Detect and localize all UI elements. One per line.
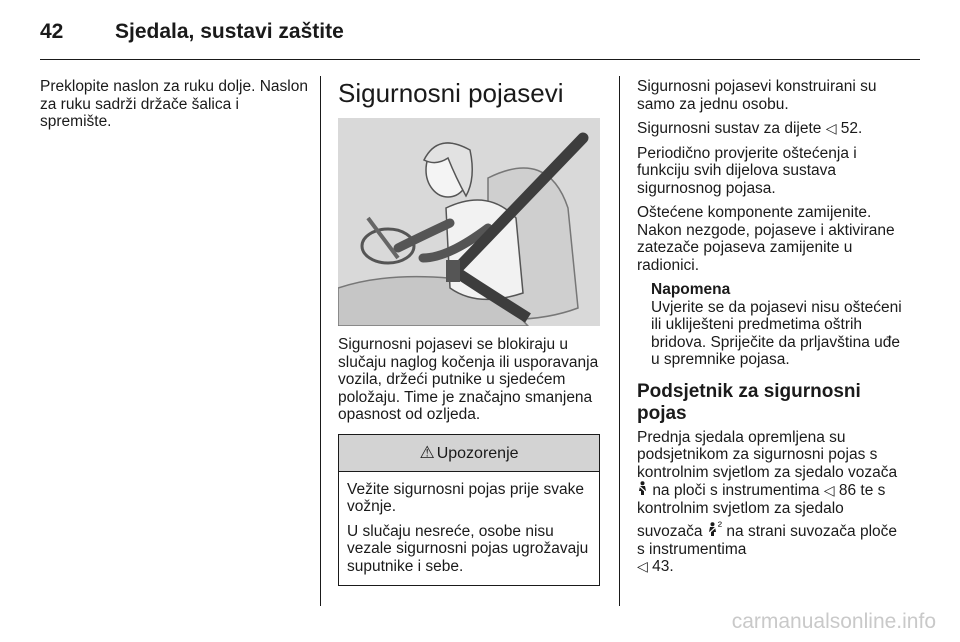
warning-paragraph-1: Vežite sigurnosni pojas prije svake vožnje.	[347, 480, 584, 515]
reminder-text-a: Prednja sjedala opremljena su podsjetnikom za sigurnosni pojas s kontrolnim svjetlom za sjedalo vozača	[637, 428, 898, 481]
passenger-icon-superscript: ²	[717, 518, 723, 533]
warning-body	[339, 472, 599, 586]
reminder-text-d: na strani suvozača ploče s instrumentima	[637, 523, 898, 558]
section-heading: Sigurnosni pojasevi	[338, 78, 564, 108]
page-reference-arrow-icon: ◁	[637, 558, 648, 575]
warning-triangle-icon: ⚠	[419, 442, 435, 462]
one-person-paragraph: Sigurnosni pojasevi konstruirani su samo za jednu osobu.	[637, 78, 877, 113]
warning-box	[338, 434, 600, 587]
running-title: Sjedala, sustavi zaštite	[115, 20, 344, 43]
page-header	[40, 20, 940, 52]
passenger-seatbelt-icon	[707, 522, 718, 536]
armrest-paragraph: Preklopite naslon za ruku dolje. Naslon za ruku sadrži držače šalica i spremište.	[40, 78, 308, 130]
page-reference-arrow-icon: ◁	[823, 482, 835, 498]
reminder-page-link[interactable]: 43.	[652, 558, 674, 576]
replacement-paragraph: Oštećene komponente zamijenite. Nakon nezgode, pojaseve i aktivirane zatezače pojaseva zamijenite u radionici.	[637, 204, 895, 274]
seatbelt-illustration	[338, 118, 600, 326]
note-block	[651, 281, 905, 369]
child-restraint-paragraph	[637, 120, 905, 138]
column-3	[637, 78, 905, 583]
subsection-heading: Podsjetnik za sigurnosni pojas	[637, 380, 861, 424]
column-divider-left	[320, 76, 321, 606]
column-1	[40, 78, 312, 138]
column-divider-right	[619, 76, 620, 606]
warning-paragraph-2: U slučaju nesreće, osobe nisu vezale sigurnosni pojas ugrožavaju suputnike i sebe.	[347, 522, 589, 575]
child-restraint-text: Sigurnosni sustav za dijete	[637, 120, 822, 137]
reminder-text-c: 86 te s kontrolnim svjetlom za sjedalo suvozača	[637, 482, 886, 541]
inspection-paragraph: Periodično provjerite oštećenja i funkciju svih dijelova sustava sigurnosnog pojasa.	[637, 144, 857, 197]
seatbelt-intro-paragraph: Sigurnosni pojasevi se blokiraju u slučaju naglog kočenja ili usporavanja vozila, držeći putnike u sjedećem položaju. Time je značajno smanjena opasnost od ozljeda.	[338, 336, 599, 423]
child-restraint-page-link[interactable]: 52.	[840, 120, 863, 137]
warning-title: Upozorenje	[436, 444, 519, 462]
page-number: 42	[40, 20, 64, 43]
note-title: Napomena	[651, 281, 731, 298]
footer-watermark: carmanualsonline.info	[731, 610, 936, 633]
seatbelt-illustration-drawing	[338, 118, 600, 326]
column-2	[338, 78, 600, 586]
header-rule	[40, 59, 920, 60]
page-reference-arrow-icon: ◁	[825, 120, 837, 136]
reminder-paragraph	[637, 429, 905, 576]
driver-seatbelt-icon	[637, 481, 648, 495]
warning-header	[339, 435, 599, 472]
reminder-text-b: na ploči s instrumentima	[652, 482, 820, 499]
note-text: Uvjerite se da pojasevi nisu oštećeni ili ukliješteni predmetima oštrih bridova. Spriječite da prljavština uđe u spremnike pojasa.	[651, 298, 902, 368]
